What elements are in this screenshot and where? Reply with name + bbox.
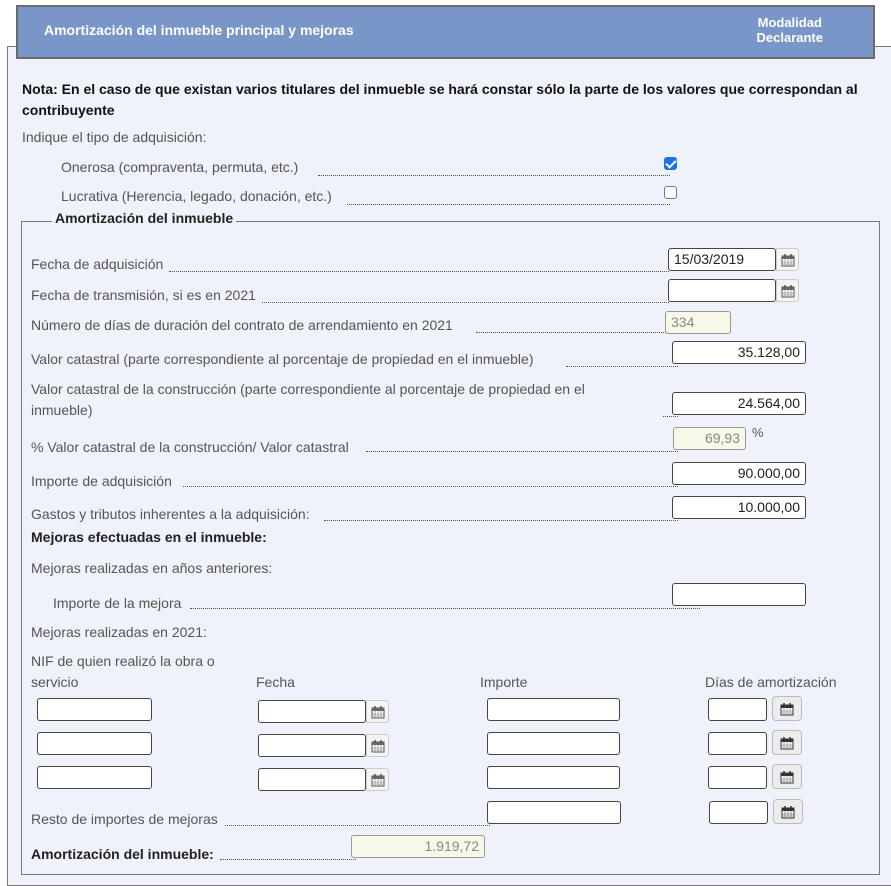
dotted-leader <box>663 416 678 417</box>
section-title: Amortización del inmueble principal y mejoras <box>44 22 354 38</box>
valor-catastral-label: Valor catastral (parte correspondiente al porcentaje de propiedad en el inmueble) <box>31 351 534 367</box>
mejora-dias-input[interactable] <box>708 698 767 721</box>
dotted-leader <box>225 825 490 826</box>
valor-catastral-input[interactable]: 35.128,00 <box>672 341 806 364</box>
importe-adquisicion-label: Importe de adquisición <box>31 473 172 489</box>
fecha-adquisicion-input[interactable]: 15/03/2019 <box>668 248 776 271</box>
dotted-leader <box>318 175 670 176</box>
gastos-tributos-input[interactable]: 10.000,00 <box>672 496 806 519</box>
mejora-dias-calendar-button[interactable] <box>772 764 802 789</box>
dotted-leader <box>324 520 678 521</box>
mejoras-anteriores-title: Mejoras realizadas en años anteriores: <box>31 560 273 576</box>
dotted-leader <box>220 859 356 860</box>
col-importe: Importe <box>480 674 528 690</box>
acquisition-prompt: Indique el tipo de adquisición: <box>22 129 207 145</box>
calendar-icon <box>371 773 385 787</box>
modalidad-label <box>757 15 823 45</box>
dias-contrato-input[interactable]: 334 <box>665 311 731 334</box>
gastos-tributos-label: Gastos y tributos inherentes a la adquisición: <box>31 506 310 522</box>
calendar-icon <box>781 284 795 298</box>
resto-calendar-button[interactable] <box>773 799 803 824</box>
mejora-fecha-input[interactable] <box>258 768 366 791</box>
dotted-leader <box>169 271 669 272</box>
modalidad-line1: Modalidad <box>757 15 822 30</box>
valor-construccion-label-line1: Valor catastral de la construcción (parte correspondiente al porcentaje de propiedad en el <box>31 381 585 397</box>
dotted-leader <box>566 366 678 367</box>
option-lucrativa-label: Lucrativa (Herencia, legado, donación, etc.) <box>61 188 332 204</box>
option-onerosa-label: Onerosa (compraventa, permuta, etc.) <box>61 159 299 175</box>
mejora-nif-input[interactable] <box>37 766 152 789</box>
checkbox-onerosa[interactable] <box>664 157 677 170</box>
mejora-fecha-calendar-button[interactable] <box>366 768 389 791</box>
dias-contrato-label: Número de días de duración del contrato de arrendamiento en 2021 <box>31 317 453 333</box>
resto-label: Resto de importes de mejoras <box>31 811 218 827</box>
dotted-leader <box>190 608 700 609</box>
valor-construccion-input[interactable]: 24.564,00 <box>672 392 806 415</box>
fecha-transmision-input[interactable] <box>668 279 776 302</box>
calendar-icon <box>781 805 795 819</box>
col-fecha: Fecha <box>256 674 295 690</box>
section-header <box>16 5 875 59</box>
calendar-icon <box>371 705 385 719</box>
mejora-importe-input[interactable] <box>487 766 620 789</box>
mejoras-title: Mejoras efectuadas en el inmueble: <box>31 529 267 545</box>
fecha-adquisicion-label: Fecha de adquisición <box>31 256 164 272</box>
calendar-icon <box>780 736 794 750</box>
dotted-leader <box>476 332 666 333</box>
mejora-dias-input[interactable] <box>708 732 767 755</box>
col-nif-line2: servicio <box>31 674 79 690</box>
valor-construccion-label-line2: inmueble) <box>31 402 93 418</box>
mejora-fecha-calendar-button[interactable] <box>366 734 389 757</box>
dotted-leader <box>347 204 670 205</box>
importe-mejora-label: Importe de la mejora <box>53 595 182 611</box>
total-amortizacion-input[interactable]: 1.919,72 <box>351 835 485 858</box>
mejoras-actuales-title: Mejoras realizadas en 2021: <box>31 624 207 640</box>
note-text: Nota: En el caso de que existan varios titulares del inmueble se hará constar sólo la parte de los valores que correspondan al contribuyente <box>22 81 858 118</box>
fieldset-legend: Amortización del inmueble <box>52 210 236 226</box>
mejora-dias-calendar-button[interactable] <box>772 730 802 755</box>
porcentaje-label: % Valor catastral de la construcción/ Valor catastral <box>31 439 349 455</box>
col-nif-line1: NIF de quien realizó la obra o <box>31 653 215 669</box>
fecha-adquisicion-calendar-button[interactable] <box>776 248 799 271</box>
calendar-icon <box>371 739 385 753</box>
resto-dias-input[interactable] <box>709 801 768 824</box>
calendar-icon <box>780 770 794 784</box>
mejora-nif-input[interactable] <box>37 698 152 721</box>
dotted-leader <box>183 486 678 487</box>
mejora-nif-input[interactable] <box>37 732 152 755</box>
mejora-dias-calendar-button[interactable] <box>772 696 802 721</box>
importe-mejora-input[interactable] <box>672 583 806 606</box>
fecha-transmision-label: Fecha de transmisión, si es en 2021 <box>31 287 256 303</box>
col-dias: Días de amortización <box>705 674 837 690</box>
mejora-fecha-input[interactable] <box>258 734 366 757</box>
calendar-icon <box>780 702 794 716</box>
mejora-importe-input[interactable] <box>487 732 620 755</box>
dotted-leader <box>262 302 669 303</box>
percent-unit: % <box>752 425 764 440</box>
calendar-icon <box>781 253 795 267</box>
modalidad-line2: Declarante <box>756 30 823 45</box>
resto-importe-input[interactable] <box>487 801 621 824</box>
mejora-dias-input[interactable] <box>708 766 767 789</box>
checkbox-lucrativa[interactable] <box>664 186 677 199</box>
mejora-importe-input[interactable] <box>487 698 620 721</box>
mejora-fecha-calendar-button[interactable] <box>366 700 389 723</box>
mejora-fecha-input[interactable] <box>258 700 366 723</box>
dotted-leader <box>366 451 678 452</box>
total-label: Amortización del inmueble: <box>31 846 214 862</box>
fecha-transmision-calendar-button[interactable] <box>776 279 799 302</box>
importe-adquisicion-input[interactable]: 90.000,00 <box>672 462 806 485</box>
porcentaje-input[interactable]: 69,93 <box>673 427 746 450</box>
